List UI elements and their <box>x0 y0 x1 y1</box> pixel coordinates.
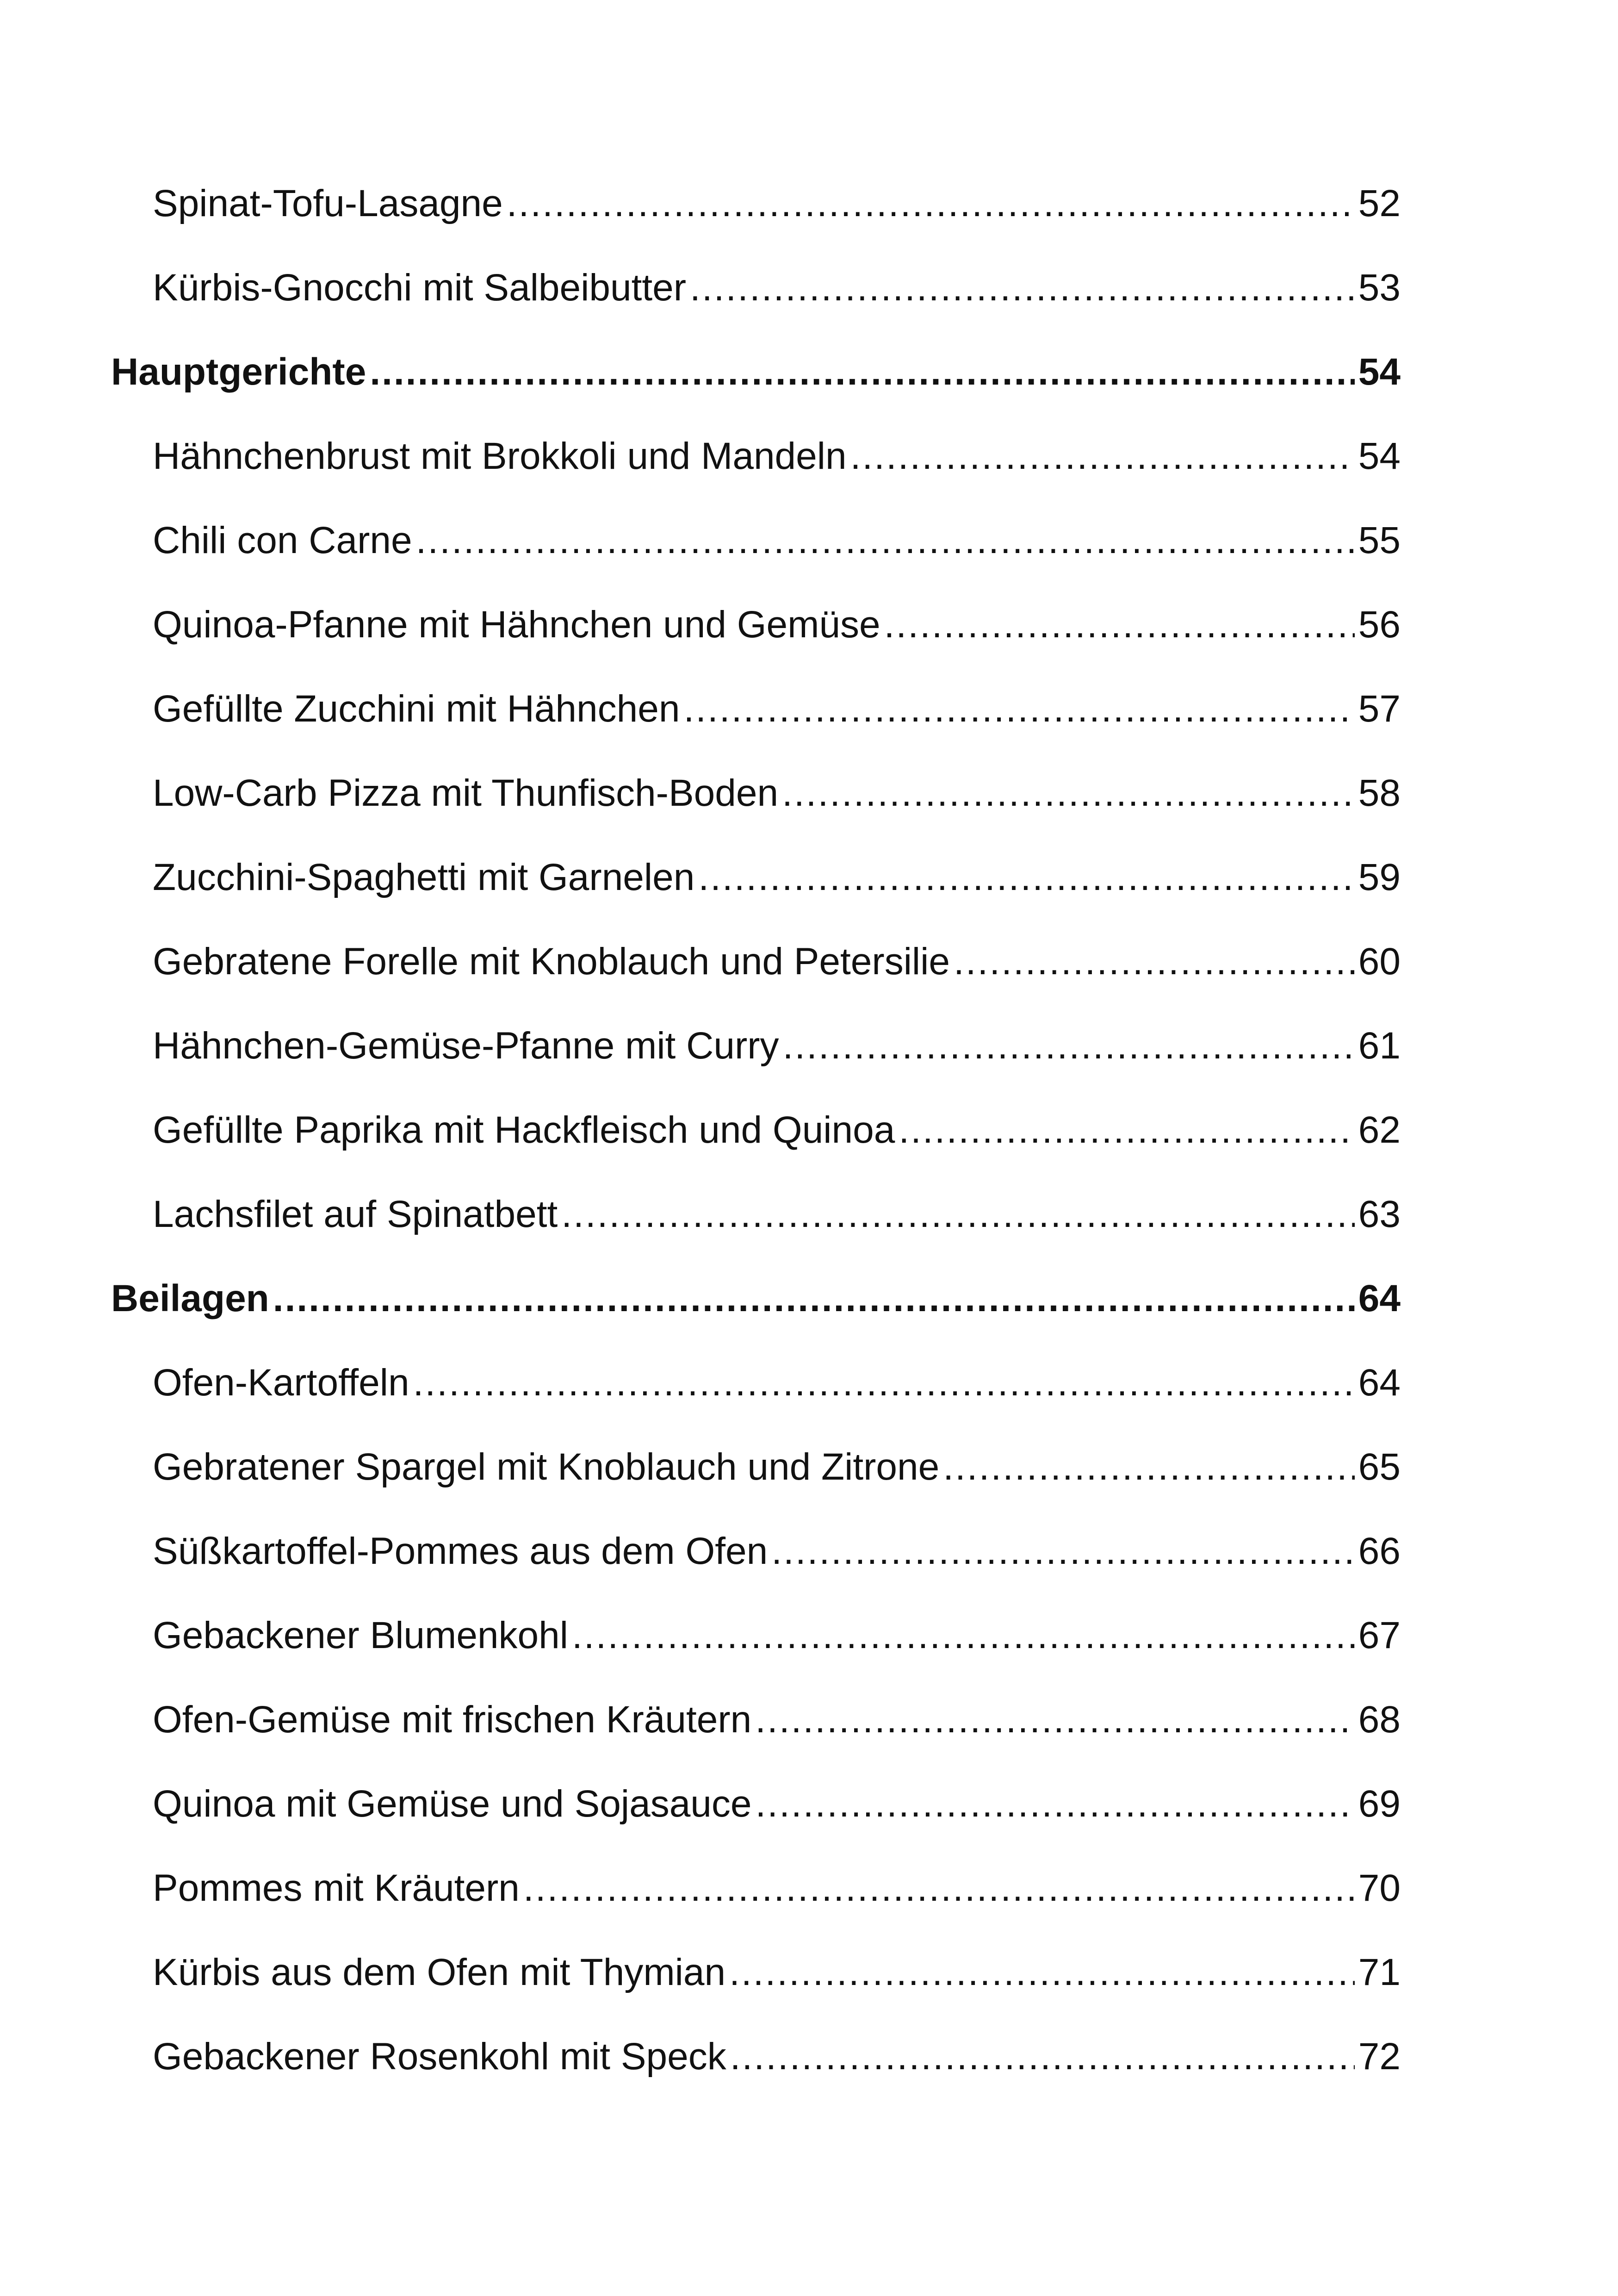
toc-chapter-title: Beilagen <box>111 1277 269 1319</box>
toc-entry[interactable] <box>153 1500 1401 1574</box>
dot-leader <box>771 1528 1355 1574</box>
toc-entry-title: Gefüllte Zucchini mit Hähnchen <box>153 688 680 730</box>
dot-leader <box>730 2034 1355 2080</box>
toc-entry-page: 67 <box>1358 1614 1401 1656</box>
toc-entry-page: 68 <box>1358 1699 1401 1741</box>
dot-leader <box>416 517 1355 564</box>
toc-entry[interactable] <box>153 995 1401 1069</box>
toc-entry-title: Low-Carb Pizza mit Thunfisch-Boden <box>153 772 779 814</box>
toc-entry-page: 72 <box>1358 2035 1401 2078</box>
dot-leader <box>782 770 1355 816</box>
toc-entry-title: Quinoa mit Gemüse und Sojasauce <box>153 1783 752 1825</box>
dot-leader <box>943 1444 1355 1490</box>
toc-entry-title: Gefüllte Paprika mit Hackfleisch und Quinoa <box>153 1109 895 1151</box>
dot-leader <box>729 1949 1355 1996</box>
toc-entry[interactable] <box>153 1416 1401 1490</box>
toc-entry[interactable] <box>153 827 1401 901</box>
toc-entry-page: 62 <box>1358 1109 1401 1151</box>
dot-leader <box>954 939 1355 985</box>
toc-entry-title: Kürbis-Gnocchi mit Salbeibutter <box>153 267 687 309</box>
toc-entry-title: Kürbis aus dem Ofen mit Thymian <box>153 1951 726 1993</box>
toc-entry-title: Spinat-Tofu-Lasagne <box>153 182 503 224</box>
toc-chapter[interactable] <box>111 1248 1401 1322</box>
dot-leader <box>413 1360 1355 1406</box>
toc-entry-page: 52 <box>1358 182 1401 224</box>
toc-entry[interactable] <box>153 658 1401 732</box>
dot-leader <box>690 265 1355 311</box>
toc-entry-page: 54 <box>1358 435 1401 477</box>
toc-entry[interactable] <box>153 490 1401 564</box>
dot-leader <box>561 1191 1355 1238</box>
toc-entry[interactable] <box>153 1837 1401 1911</box>
toc-entry-page: 66 <box>1358 1530 1401 1572</box>
toc-entry[interactable] <box>153 1669 1401 1743</box>
toc-entry-title: Gebackener Rosenkohl mit Speck <box>153 2035 726 2078</box>
toc-entry-page: 71 <box>1358 1951 1401 1993</box>
toc-entry-page: 56 <box>1358 604 1401 646</box>
dot-leader <box>899 1107 1354 1153</box>
dot-leader <box>523 1865 1355 1911</box>
toc-chapter-title: Hauptgerichte <box>111 351 366 393</box>
toc-entry[interactable] <box>153 405 1401 479</box>
toc-entry[interactable] <box>153 1164 1401 1238</box>
toc-entry-title: Quinoa-Pfanne mit Hähnchen und Gemüse <box>153 604 880 646</box>
toc-entry-title: Süßkartoffel-Pommes aus dem Ofen <box>153 1530 768 1572</box>
toc-entry-title: Hähnchen-Gemüse-Pfanne mit Curry <box>153 1025 779 1067</box>
toc-entry[interactable] <box>153 1079 1401 1153</box>
dot-leader <box>273 1276 1355 1322</box>
toc-entry-title: Ofen-Gemüse mit frischen Kräutern <box>153 1699 752 1741</box>
toc-entry-page: 70 <box>1358 1867 1401 1909</box>
toc-entry[interactable] <box>153 2006 1401 2080</box>
dot-leader <box>698 854 1354 901</box>
toc-entry[interactable] <box>153 742 1401 816</box>
dot-leader <box>755 1697 1355 1743</box>
toc-entry-title: Ofen-Kartoffeln <box>153 1362 409 1404</box>
toc-entry-title: Hähnchenbrust mit Brokkoli und Mandeln <box>153 435 847 477</box>
toc-entry[interactable] <box>153 153 1401 227</box>
toc-chapter[interactable] <box>111 321 1401 395</box>
toc-chapter-page: 64 <box>1358 1277 1401 1319</box>
toc-entry-title: Pommes mit Kräutern <box>153 1867 520 1909</box>
toc-entry[interactable] <box>153 237 1401 311</box>
toc-entry[interactable] <box>153 1585 1401 1659</box>
toc-entry-title: Lachsfilet auf Spinatbett <box>153 1193 558 1235</box>
toc-entry-title: Gebratene Forelle mit Knoblauch und Petersilie <box>153 940 950 983</box>
toc-entry-title: Gebackener Blumenkohl <box>153 1614 568 1656</box>
toc-entry[interactable] <box>153 1753 1401 1827</box>
toc-entry-page: 65 <box>1358 1446 1401 1488</box>
toc-chapter-page: 54 <box>1358 351 1401 393</box>
toc-entry-page: 57 <box>1358 688 1401 730</box>
dot-leader <box>850 433 1355 479</box>
toc-entry-page: 60 <box>1358 940 1401 983</box>
toc-entry-title: Chili con Carne <box>153 519 412 561</box>
dot-leader <box>370 349 1354 395</box>
dot-leader <box>507 180 1355 227</box>
toc-entry-page: 69 <box>1358 1783 1401 1825</box>
toc-entry[interactable] <box>153 1332 1401 1406</box>
toc-entry-title: Gebratener Spargel mit Knoblauch und Zitrone <box>153 1446 940 1488</box>
dot-leader <box>572 1612 1355 1659</box>
toc-entry-page: 59 <box>1358 856 1401 898</box>
toc-entry[interactable] <box>153 911 1401 985</box>
toc-entry-title: Zucchini-Spaghetti mit Garnelen <box>153 856 695 898</box>
dot-leader <box>884 602 1355 648</box>
dot-leader <box>783 1023 1355 1069</box>
dot-leader <box>683 686 1354 732</box>
toc-entry-page: 55 <box>1358 519 1401 561</box>
toc-entry-page: 61 <box>1358 1025 1401 1067</box>
dot-leader <box>756 1781 1355 1827</box>
toc-entry[interactable] <box>153 574 1401 648</box>
toc-entry-page: 53 <box>1358 267 1401 309</box>
toc-entry[interactable] <box>153 1922 1401 1996</box>
toc-entry-page: 63 <box>1358 1193 1401 1235</box>
toc-entry-page: 64 <box>1358 1362 1401 1404</box>
toc-entry-page: 58 <box>1358 772 1401 814</box>
